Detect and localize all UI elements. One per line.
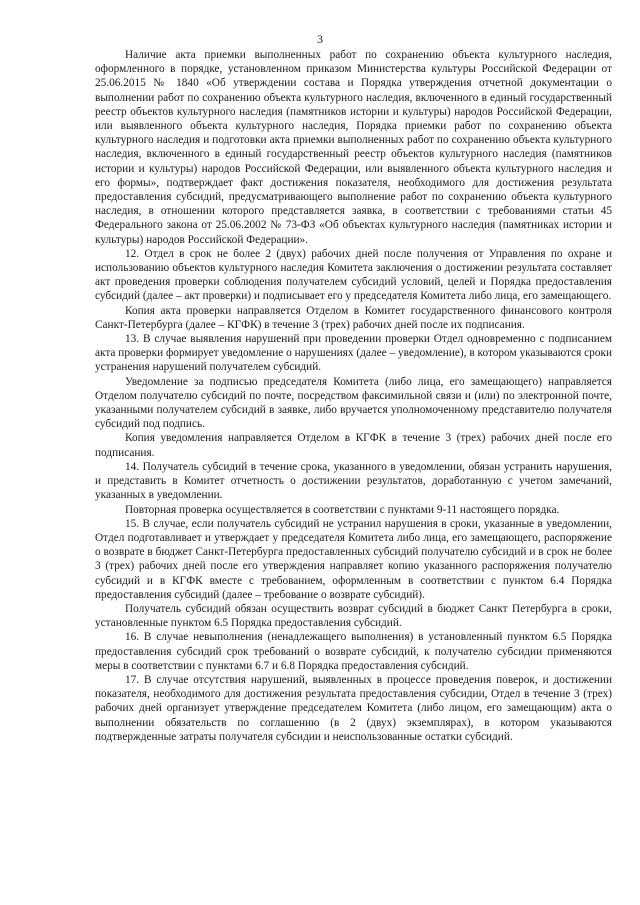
paragraph-12-copy: Копия акта проверки направляется Отделом в Комитет государственного финансового контроля Санкт-Петербурга (далее – КГФК) в течение 3 (трех) рабочих дней после их подписания. xyxy=(95,304,612,331)
paragraph-13-copy: Копия уведомления направляется Отделом в КГФК в течение 3 (трех) рабочих дней после его подписания. xyxy=(95,432,612,459)
paragraph-17: 17. В случае отсутствия нарушений, выявленных в процессе проведения поверок, и достижении показателя, необходимого для достижения результата предоставления субсидии, Отдел в течение 3 (трех) рабочих дней организует утверждение председателем Комитета (либо лицом, его замещающим) акта о выполнении обязательств по соглашению (в 2 (двух) экземплярах), в котором указываются подтвержденные затраты получателя субсидии и неиспользованные остатки субсидий. xyxy=(95,673,612,743)
paragraph-14-recheck: Повторная проверка осуществляется в соответствии с пунктами 9-11 настоящего порядка. xyxy=(125,503,560,516)
page-number: 3 xyxy=(317,32,323,46)
paragraph-13-notice: Уведомление за подписью председателя Комитета (либо лица, его замещающего) направляется Отделом получателю субсидий по почте, посредством факсимильной связи и (или) по электронной почте, указанными получателем субсидий в заявке, либо вручается уполномоченному представителю получателя субсидий под подпись. xyxy=(95,375,612,431)
paragraph-15-refund: Получатель субсидий обязан осуществить возврат субсидий в бюджет Санкт Петербурга в сроки, установленные пунктом 6.5 Порядка предоставления субсидий. xyxy=(95,602,612,630)
paragraph-act-of-acceptance: Наличие акта приемки выполненных работ по сохранению объекта культурного наследия, оформленного в порядке, установленном приказом Министерства культуры Российской Федерации от 25.06.2015 № 1840 «Об утверждении состава и Порядка утверждения отчетной документации о выполнении работ по сохранению объекта культурного наследия, включенного в единый государственный реестр объектов культурного наследия (памятников истории и культуры) народов Российской Федерации, или выявленного объекта культурного наследия, Порядка приемки работ по сохранению объекта культурного наследия и подготовки акта приемки выполненных работ по сохранению объекта культурного наследия, включенного в единый государственный реестр объектов культурного наследия (памятников истории и культуры) народов Российской Федерации, или выявленного объекта культурного наследия и его формы», подтверждает факт достижения показателя, необходимого для достижения результата предоставления субсидий, предусматривающего выполнение работ по сохранению объекта культурного наследия, в отношении которого представляется заявка, в соответствии с требованиями статьи 45 Федерального закона от 25.06.2002 № 73-ФЗ «Об объектах культурного наследия (памятниках истории и культуры) народов Российской Федерации». xyxy=(95,49,612,246)
paragraph-15: 15. В случае, если получатель субсидий не устранил нарушения в сроки, указанные в уведомлении, Отдел подготавливает и утверждает у председателя Комитета либо лица, его замещающего, распоряжение о возврате в бюджет Санкт-Петербурга предоставленных субсидий получателю субсидий и в срок не более 3 (трех) рабочих дней после его утверждения направляет копию указанного распоряжения получателю субсидий и в КГФК вместе с требованием, оформленным в соответствии с пунктом 6.4 Порядка предоставления субсидий (далее – требование о возврате субсидий). xyxy=(95,517,612,601)
paragraph-14: 14. Получатель субсидий в течение срока, указанного в уведомлении, обязан устранить нарушения, и представить в Комитет отчетность о достижении результатов, доработанную с учетом замечаний, указанных в уведомлении. xyxy=(95,460,612,502)
paragraph-13: 13. В случае выявления нарушений при проведении проверки Отдел одновременно с подписанием акта проверки формирует уведомление о нарушениях (далее – уведомление), в котором указываются сроки устранения нарушений получателем субсидий. xyxy=(95,333,612,374)
document-body xyxy=(95,48,612,744)
paragraph-16: 16. В случае невыполнения (ненадлежащего выполнения) в установленный пунктом 6.5 Порядка предоставления субсидий срок требований о возврате субсидий, к получателю субсидии применяются меры в соответствии с пунктами 6.7 и 6.8 Порядка предоставления субсидий. xyxy=(95,631,612,672)
paragraph-12: 12. Отдел в срок не более 2 (двух) рабочих дней после получения от Управления по охране и использованию объектов культурного наследия Комитета заключения о достижении результата составляет акт проведения проверки соблюдения получателем субсидий условий, целей и Порядка предоставления субсидий (далее – акт проверки) и подписывает его у председателя Комитета либо лица, его замещающего. xyxy=(95,247,612,303)
